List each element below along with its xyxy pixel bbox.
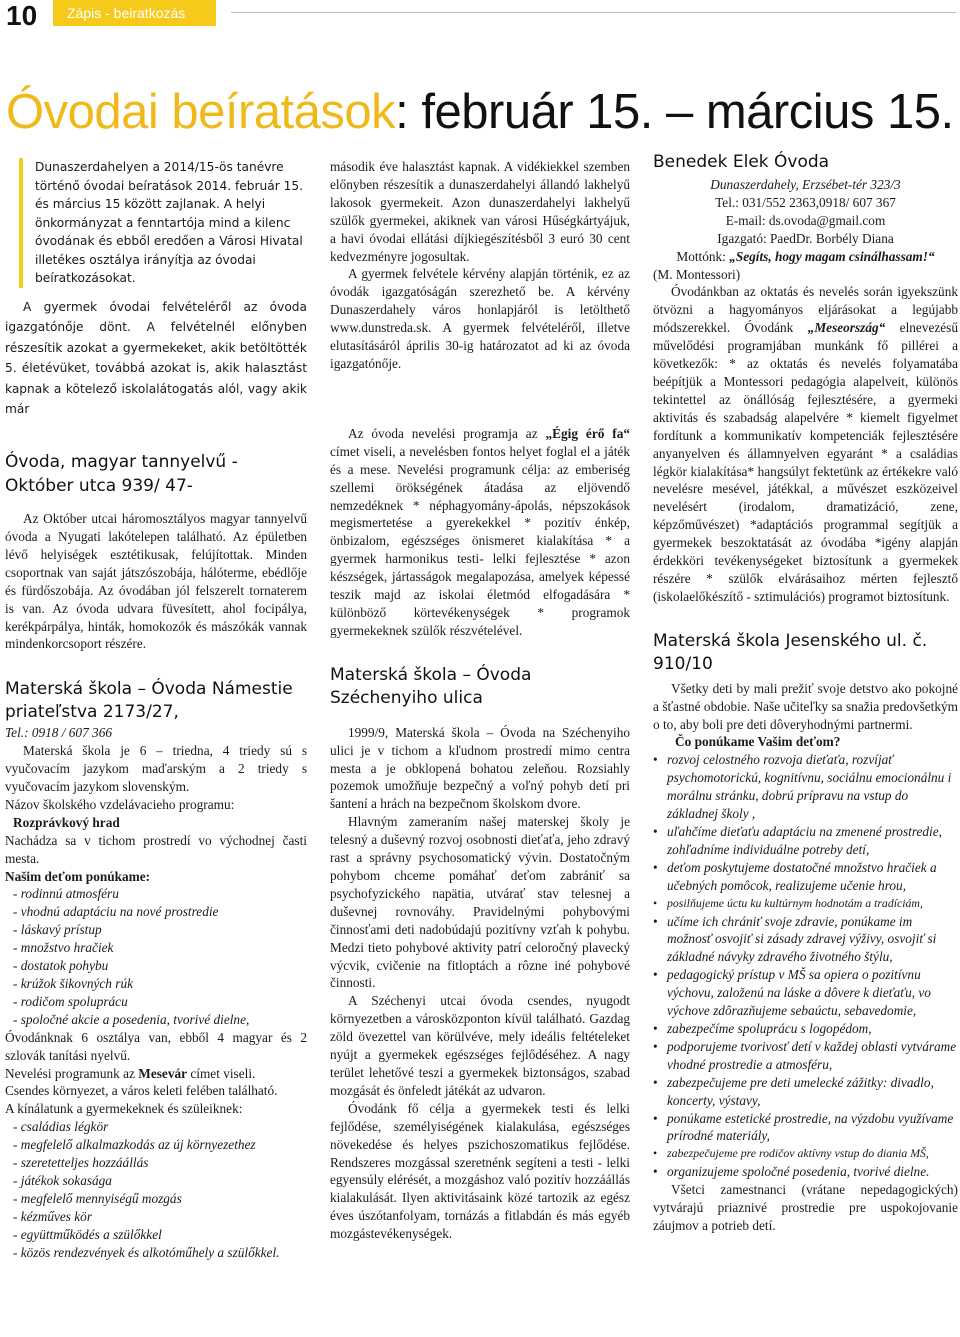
namestie-program-label: Názov školského vzdelávacieho programu: — [5, 796, 235, 812]
section-title-jesenskeho: Materská škola Jesenského ul. č. 910/10 — [653, 630, 928, 674]
header-rule — [231, 12, 956, 13]
column-3 — [653, 152, 958, 1235]
list-item: - közös rendezvények és alkotóműhely a szülőkkel. — [13, 1244, 280, 1260]
namestie-tel: Tel.: 0918 / 607 366 — [5, 725, 112, 741]
namestie-paragraph-3: Óvodánknak 6 osztálya van, ebből 4 magyar és 2 szlovák tanítási nyelvű. — [5, 1029, 307, 1063]
jesenskeho-offer-list — [653, 751, 958, 1181]
program-name-meseorszag: „Meseország“ — [807, 320, 886, 336]
benedek-email: E-mail: ds.ovoda@gmail.com — [725, 212, 886, 228]
list-item: • uľahčíme dieťaťu adaptáciu na zmenené prostredie, zohľadníme individuálne potreby detí, — [653, 823, 958, 859]
namestie-paragraph-6: A kínálatunk a gyermekeknek és szüleiknek: — [5, 1101, 243, 1117]
list-item: - szeretetteljes hozzáállás — [13, 1155, 149, 1171]
list-item: - kézműves kör — [13, 1208, 93, 1224]
list-item: - množstvo hračiek — [13, 940, 114, 956]
program-name-egig-ero-fa: „Égig érő fa“ — [545, 425, 630, 441]
section-title-szechenyiho: Materská škola – Óvoda Széchenyiho ulica — [330, 664, 532, 708]
namestie-paragraph-4 — [5, 1065, 307, 1083]
list-item: - láskavý prístup — [13, 922, 102, 938]
list-item: - rodičom spoluprácu — [13, 993, 128, 1009]
list-item: • zabezpečujeme pre rodičov aktívny vstup do diania MŠ, — [653, 1145, 958, 1163]
szechenyiho-paragraph-2: Hlavným zameraním našej materskej školy je telesný a duševný rozvoj osobnosti dieťaťa, jeho zdravý rast a správny psychosomatický vývin. Dostatočným pohybom chceme pomáhať deťom zabrániť sa psychofyzického napätia, utvárať stav telesnej a duševnej rovnováhy. Pravidelnými pohybovými činnosťami deti nadobúdajú pozitívny vzťah k pohybu. Medzi tieto pohybové aktivity patrí celoročný plavecký výcvik, cvičenie na fitloptách a rôzne iné pohybové činnosti. — [330, 814, 630, 991]
benedek-motto — [653, 248, 958, 266]
section-title-benedek-elek: Benedek Elek Óvoda — [653, 152, 830, 172]
text-span: címet viseli. — [187, 1065, 256, 1081]
list-item: • rozvoj celostného rozvoja dieťaťa, rozvíjať psychomotorickú, kognitívnu, sociálnu emocionálnu i morálnu stránku, dobrú prípravu na vstup do základnej školy , — [653, 751, 958, 823]
namestie-paragraph-2: Nachádza sa v tichom prostredí vo východnej časti mesta. — [5, 832, 307, 866]
namestie-paragraph-5: Csendes környezet, a város keleti felében található. — [5, 1083, 278, 1099]
text-span: elnevezésű művelődési programjában munkánk fő pillérei a következők: * az oktatás és nevelés folyamatába beépítjük a Montessori pedagógia alapelveit, különös tekintettel az önállóság fejlesztésére, a gyermeki aktivitás és szabadság alapelvére * kiemelt figyelmet fordítunk a kommunikatív kompetenciák fejlesztésére anyanyelven és államnyelven egyaránt * a családias légkör kialakítása* hangsúlyt fektetünk az értékekre való nevelésre mesével, játékkal, a művészet eszközeivel nevelésért (irodalom, dramatizáció, zene, képzőművészet) *adaptációs programmal segítjük a gyermekek beszoktatását az óvodába *igény alapján érdekköri tevékenységeket biztosítunk a gyermekek részére * szülők elvárásaihoz mérten fejlesztő (iskolaelőkészítő - sztimulációs) programot biztosítunk. — [653, 320, 958, 604]
jesenskeho-paragraph-2: Všetci zamestnanci (vrátane nepedagogických) vytvárajú priaznivé prostredie pre uspokojovanie záujmov a potrieb detí. — [653, 1182, 958, 1233]
list-item: • posilňujeme úctu ku kultúrnym hodnotám a tradíciám, — [653, 895, 958, 913]
text-span: Nevelési programunk az — [5, 1065, 139, 1081]
list-item: - játékok sokasága — [13, 1172, 112, 1188]
namestie-offer-list — [5, 885, 307, 1028]
list-item: - rodinnú atmosféru — [13, 886, 119, 902]
list-item: - vhodnú adaptáciu na nové prostredie — [13, 904, 219, 920]
jesenskeho-paragraph-1: Všetky deti by mali prežiť svoje detstvo ako pokojné a šťastné obdobie. Naše učiteľky sa snažia predovšetkým o to, aby boli pre deti dôveryhodnými partnermi. — [653, 680, 958, 732]
motto-text: „Segíts, hogy magam csinálhassam!“ — [729, 248, 935, 264]
szechenyiho-paragraph-4: Óvodánk fő célja a gyermekek testi és lelki fejlődése, személyiségének kialakulása, egészséges növekedése és helyes pszichoszomatikus fejlődése. Rendszeres mozgással szeretnénk segíteni a testi - lelki egyensúly elérését, a mozgáshoz való pozitív hozzáállás kialakulását. Ilyen aktivitásaink közé tartozik az egész éves úszótanfolyam, tornázás a fitlabdán és más egyéb mozgástevékenységek. — [330, 1100, 630, 1242]
list-item: - megfelelő mennyiségű mozgás — [13, 1190, 182, 1206]
benedek-address: Dunaszerdahely, Erzsébet-tér 323/3 — [710, 177, 901, 192]
benedek-director: Igazgató: PaedDr. Borbély Diana — [717, 230, 894, 246]
column-1 — [5, 158, 307, 1262]
benedek-tel: Tel.: 031/552 2363,0918/ 607 367 — [715, 194, 896, 210]
motto-label: Mottónk: — [676, 248, 730, 264]
section-tag: Zápis - beiratkozás — [53, 0, 216, 26]
text-span: Az óvoda nevelési programja az — [348, 425, 546, 441]
namestie-program-name: Rozprávkový hrad — [13, 814, 120, 830]
jesenskeho-offer-title: Čo ponúkame Vašim deťom? — [675, 734, 841, 750]
szechenyiho-paragraph-3: A Széchenyi utcai óvoda csendes, nyugodt környezetben a városközponton kívül található. Gazdag zöld övezettel van körülvéve, mely ideális feltételeket nyújt a gyermekek egészséges fejlődéséhez. A nagy terület lehetővé teszi a gyermekek biztonságos, szabad mozgását és önfeledt játékát az udvaron. — [330, 993, 630, 1098]
section-title-oktober-utca: Óvoda, magyar tannyelvű - Október utca 939/ 47- — [5, 452, 238, 497]
lead-paragraph: Dunaszerdahelyen a 2014/15-ös tanévre történő óvodai beíratások 2014. február 15. és március 15 között zajlanak. A helyi önkormányzat a fenntartója mind a kilenc óvodának és ebből eredően a Városi Hivatal illetékes osztálya irányítja az óvodai beíratkozásokat. — [19, 158, 307, 288]
section-title-namestie-priatelstva: Materská škola – Óvoda Námestie priateľstva 2173/27, — [5, 679, 293, 723]
benedek-paragraph-1 — [653, 283, 958, 605]
list-item: • zabezpečíme spoluprácu s logopédom, — [653, 1020, 958, 1038]
enrollment-paragraph-2: A gyermek felvétele kérvény alapján történik, ez az óvodák igazgatóságán szerezhető be. A kérvény Dunaszerdahely város honlapjáról is letölthető www.dunstreda.sk. A gyermek felvételéről, illetve elutasításáról április 30-ig határozatot ad ki az óvoda igazgatónője. — [330, 266, 630, 371]
oktober-utca-paragraph: Az Október utcai háromosztályos magyar tannyelvű óvoda a Nyugati lakótelepen található. Az épületben lévő helyiségek esztétikusak, felújítottak. Minden csoportnak van saját játszószobája, hálóterme, ebédlője és fürdőszobája. Az óvodában jól felszerelt tornaterem is van. Az óvoda udvara füvesített, ahol focipálya, kerékpárpálya, hinták, homokozók és mászókák vannak mindenkorcsoport részére. — [5, 511, 307, 652]
list-item: - dostatok pohybu — [13, 958, 109, 974]
list-item: • ponúkame estetické prostredie, na výzdobu využívame prírodné materiály, — [653, 1110, 958, 1146]
szechenyiho-paragraph-1: 1999/9, Materská škola – Óvoda na Széchenyiho ulici je v tichom a kľudnom prostredí mimo centra mesta a je obklopená bohatou zeleňou. Rozsiahly pozemok umožňuje bezpečný a voľný pohyb detí pri šantení a hrách na bezpečnom školskom dvore. — [330, 724, 630, 812]
benedek-motto-author: (M. Montessori) — [653, 266, 741, 282]
list-item: • organizujeme spoločné posedenia, tvorivé dielne. — [653, 1163, 958, 1181]
list-item: - családias légkör — [13, 1119, 109, 1135]
list-item: - krúžok šikovných rúk — [13, 976, 133, 991]
namestie-offer-list-2 — [5, 1118, 307, 1261]
page-title-dates: : február 15. – március 15. — [395, 85, 954, 139]
list-item: • deťom poskytujeme dostatočné množstvo hračiek a učebných pomôcok, realizujeme učenie hrou, — [653, 859, 958, 895]
egig-ero-fa-paragraph — [330, 425, 630, 640]
column-2 — [330, 158, 630, 1243]
list-item: - megfelelő alkalmazkodás az új környezethez — [13, 1137, 256, 1153]
list-item: • zabezpečujeme pre deti umelecké zážitky: divadlo, koncerty, výstavy, — [653, 1074, 958, 1110]
text-span: Óvodánkban az oktatás és nevelés során igyekszünk ötvözni a hagyományos eljárásokat a legújabb módszerekkel. Óvodánk — [653, 284, 958, 336]
lead-paragraph-2: A gyermek óvodai felvételéről az óvoda igazgatónője dönt. A felvételnél előnyben részesítik azokat a gyermekeket, akik betöltötték 5. életévüket, továbbá azokat is, akik halasztást kapnak a kötelező iskolalátogatás alól, vagy akik már — [5, 299, 307, 417]
page-title-accent: Óvodai beíratások — [6, 85, 396, 139]
list-item: • učíme ich chrániť svoje zdravie, ponúkame im možnosť osvojiť si zásady zdravej výživy, osvojiť si základné návyky zdravého životného štýlu, — [653, 913, 958, 967]
page-number: 10 — [6, 0, 38, 31]
list-item: - együttműködés a szülőkkel — [13, 1226, 162, 1242]
program-name-mesevar: Mesevár — [138, 1065, 188, 1081]
enrollment-paragraph-1: második éve halasztást kapnak. A vidékiekkel szemben előnyben részesítik a dunaszerdahelyi állandó lakhelyű lakosok gyermekeit. Azon dunaszerdahelyi lakhelyű szülők gyermekei, akiknek van városi Hűségkártyájuk, a havi óvodai ellátási díjkiegészítésből 3 euró 30 cent kedvezményre jogosultak. — [330, 159, 630, 264]
namestie-offer-title: Našim deťom ponúkame: — [5, 868, 151, 884]
text-span: címet viseli, a nevelésben fontos helyet foglal el a játék és a mese. Nevelési programunk célja: az emberiség szellemi örökségének átadása az eljövendő nemzedéknek * néphagyomány-ápolás, népszokások megismertetése a gyerekekkel * pozitív énkép, önbizalom, egészséges önismeret kialakítása * a gyermek harmonikus testi- lelki fejlesztése * azon készségek, jártasságok megalapozása, amelyek képessé teszik majd az iskolai életmód elfogadására * különböző körtevékenységek * programok gyermekeknek szülők részvételével. — [330, 443, 630, 638]
list-item: • pedagogický prístup v MŠ sa opiera o pozitívnu výchovu, založenú na láske a dôvere k dieťaťu, vo výchove zdôrazňujeme sebaúctu, sebavedomie, — [653, 966, 958, 1020]
page-title — [6, 84, 960, 140]
list-item: - spoločné akcie a posedenia, tvorivé dielne, — [13, 1011, 250, 1027]
namestie-paragraph-1: Materská škola je 6 – triedna, 4 triedy sú s vyučovacím jazykom maďarským a 2 triedy s vyučovacím jazykom slovenským. — [5, 743, 307, 795]
list-item: • podporujeme tvorivosť detí v každej oblasti vytvárame vhodné prostredie a atmosféru, — [653, 1038, 958, 1074]
